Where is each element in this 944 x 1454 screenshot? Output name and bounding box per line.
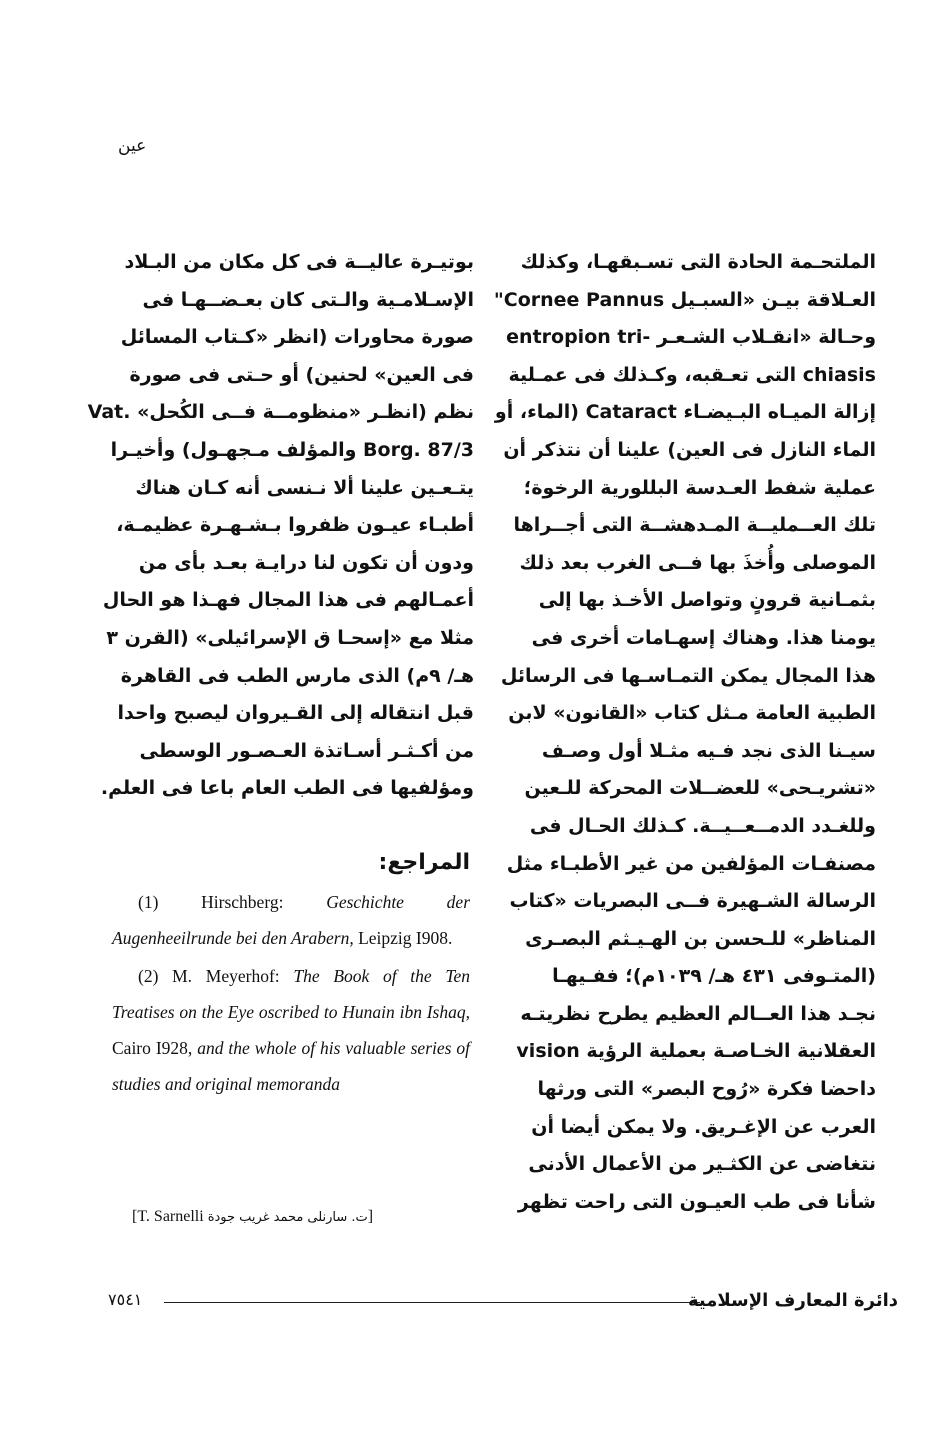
text-line: صورة محاورات (انظر «كـتاب المسائل [120,326,474,349]
page-footer [108,1290,898,1316]
text-line: من أكـثـر أسـاتذة العـصـور الوسطى [139,739,474,762]
text-line: Borg. 87/3 والمؤلف مـجهـول) وأخيـرا [110,438,474,461]
text-line: العرب عن الإغـريق. ولا يمكن أيضا أن [531,1115,876,1138]
text-line: chiasis التى تعـقبه، وكـذلك فى عمـلية [508,363,876,386]
reference-item: (2) M. Meyerhof: The Book of the Ten Treatises on the Eye oscribed to Hunain ibn Ishaq, Cairo I928, and the whole of his valuable series of studies and original memoranda [112,966,471,1094]
footer-title: دائرة المعارف الإسلامية [687,1290,898,1311]
text-line: ودون أن تكون لنا درايـة بعـد بأى من [138,551,474,574]
text-line: العقلانية الخـاصـة بعملية الرؤية vision [516,1040,876,1063]
text-line: تلك العــمليــة المـدهشــة التى أجــراها [513,514,876,537]
text-line: (المتـوفى ٤٣١ هـ/ ١٠٣٩م)؛ ففـيهـا [552,965,876,988]
text-line: الرسالة الشـهيرة فــى البصريات «كتاب [509,890,876,913]
text-line: مثلا مع «إسحـا ق الإسرائيلى» (القرن ٣ [106,626,474,649]
text-line: شأنا فى طب العيـون التى راحت تظهر [517,1190,876,1213]
text-line: داحضا فكرة «رُوح البصر» التى ورثها [537,1078,876,1101]
text-line: أطبـاء عيـون ظفروا بـشـهـرة عظيمـة، [116,514,474,537]
references-list [112,884,470,1104]
text-line: ومؤلفيها فى الطب العام باعا فى العلم. [100,777,474,800]
text-line: مصنفـات المؤلفين من غير الأطبـاء مثل [506,852,876,875]
page-number: ٧٥٤١ [108,1290,143,1309]
running-head: عين [118,136,147,156]
text-line: أعمـالهم فى هذا المجال فهـذا هو الحال [102,589,474,612]
right-text-column [493,244,876,1221]
reference-item: (1) Hirschberg: Geschichte der Augenheeilrunde bei den Arabern, Leipzig I908. [112,892,471,948]
text-line: المناظر» للـحسن بن الهـيـثم البصـرى [525,927,876,950]
text-line: الموصلى وأُخذَ بها فــى الغرب بعد ذلك [519,551,876,574]
footer-rule [164,1302,700,1303]
text-line: هذا المجال يمكن التمـاسـها فى الرسائل [500,664,876,687]
text-line: إزالة الميـاه البـيضـاء Cataract (الماء، أو [494,401,876,424]
text-line: قبل انتقاله إلى القـيروان ليصبح واحدا [117,702,474,725]
text-line: نظم (انظـر «منظومــة فــى الكُحل» .Vat [87,401,474,424]
text-line: فى العين» لحنين) أو حـتى فى صورة [129,363,474,386]
text-line: عملية شفط العـدسة البللورية الرخوة؛ [523,476,876,499]
text-line: هـ/ ٩م) الذى مارس الطب فى القاهرة [120,664,474,687]
text-line: سيـنا الذى نجد فـيه مثـلا أول وصـف [541,739,876,762]
text-line: بوتيـرة عاليــة فى كل مكان من البـلاد [124,251,474,273]
text-line: «تشريـحى» للعضــلات المحركة للـعين [524,777,876,800]
text-line: الملتحـمة الحادة التى تسـبقهـا، وكذلك [520,251,876,273]
text-line: الماء النازل فى العين) علينا أن نتذكر أن [503,438,876,461]
text-line: الإسـلامـية والـتى كان بعـضــهـا فى [142,288,474,311]
text-line: العـلاقة بيـن «السبـيل Cornee Pannus" [493,288,876,311]
text-line: نجـد هذا العــالم العظيم يطرح نظريتـه [520,1002,876,1025]
left-text-column [87,244,474,808]
text-line: يومنا هذا. وهناك إسهـامات أخرى فى [531,626,876,649]
text-line: الطبية العامة مـثل كتاب «القانون» لابن [508,702,876,725]
text-line: بثمـانية قرونٍ وتواصل الأخـذ بها إلى [538,589,876,612]
text-line: يتـعـين علينا ألا نـنسى أنه كـان هناك [135,476,474,499]
text-line: وللغـدد الدمــعــيــة. كـذلك الحـال فى [529,814,876,837]
references-heading: المراجع: [378,850,470,875]
author-attribution: [T. Sarnelli ت. سارنلى محمد غريب جودة ] [132,1208,374,1225]
text-line: وحـالة «انقـلاب الشـعـر -entropion tri [506,326,876,349]
text-line: نتغاضى عن الكثـير من الأعمال الأدنى [528,1153,876,1176]
